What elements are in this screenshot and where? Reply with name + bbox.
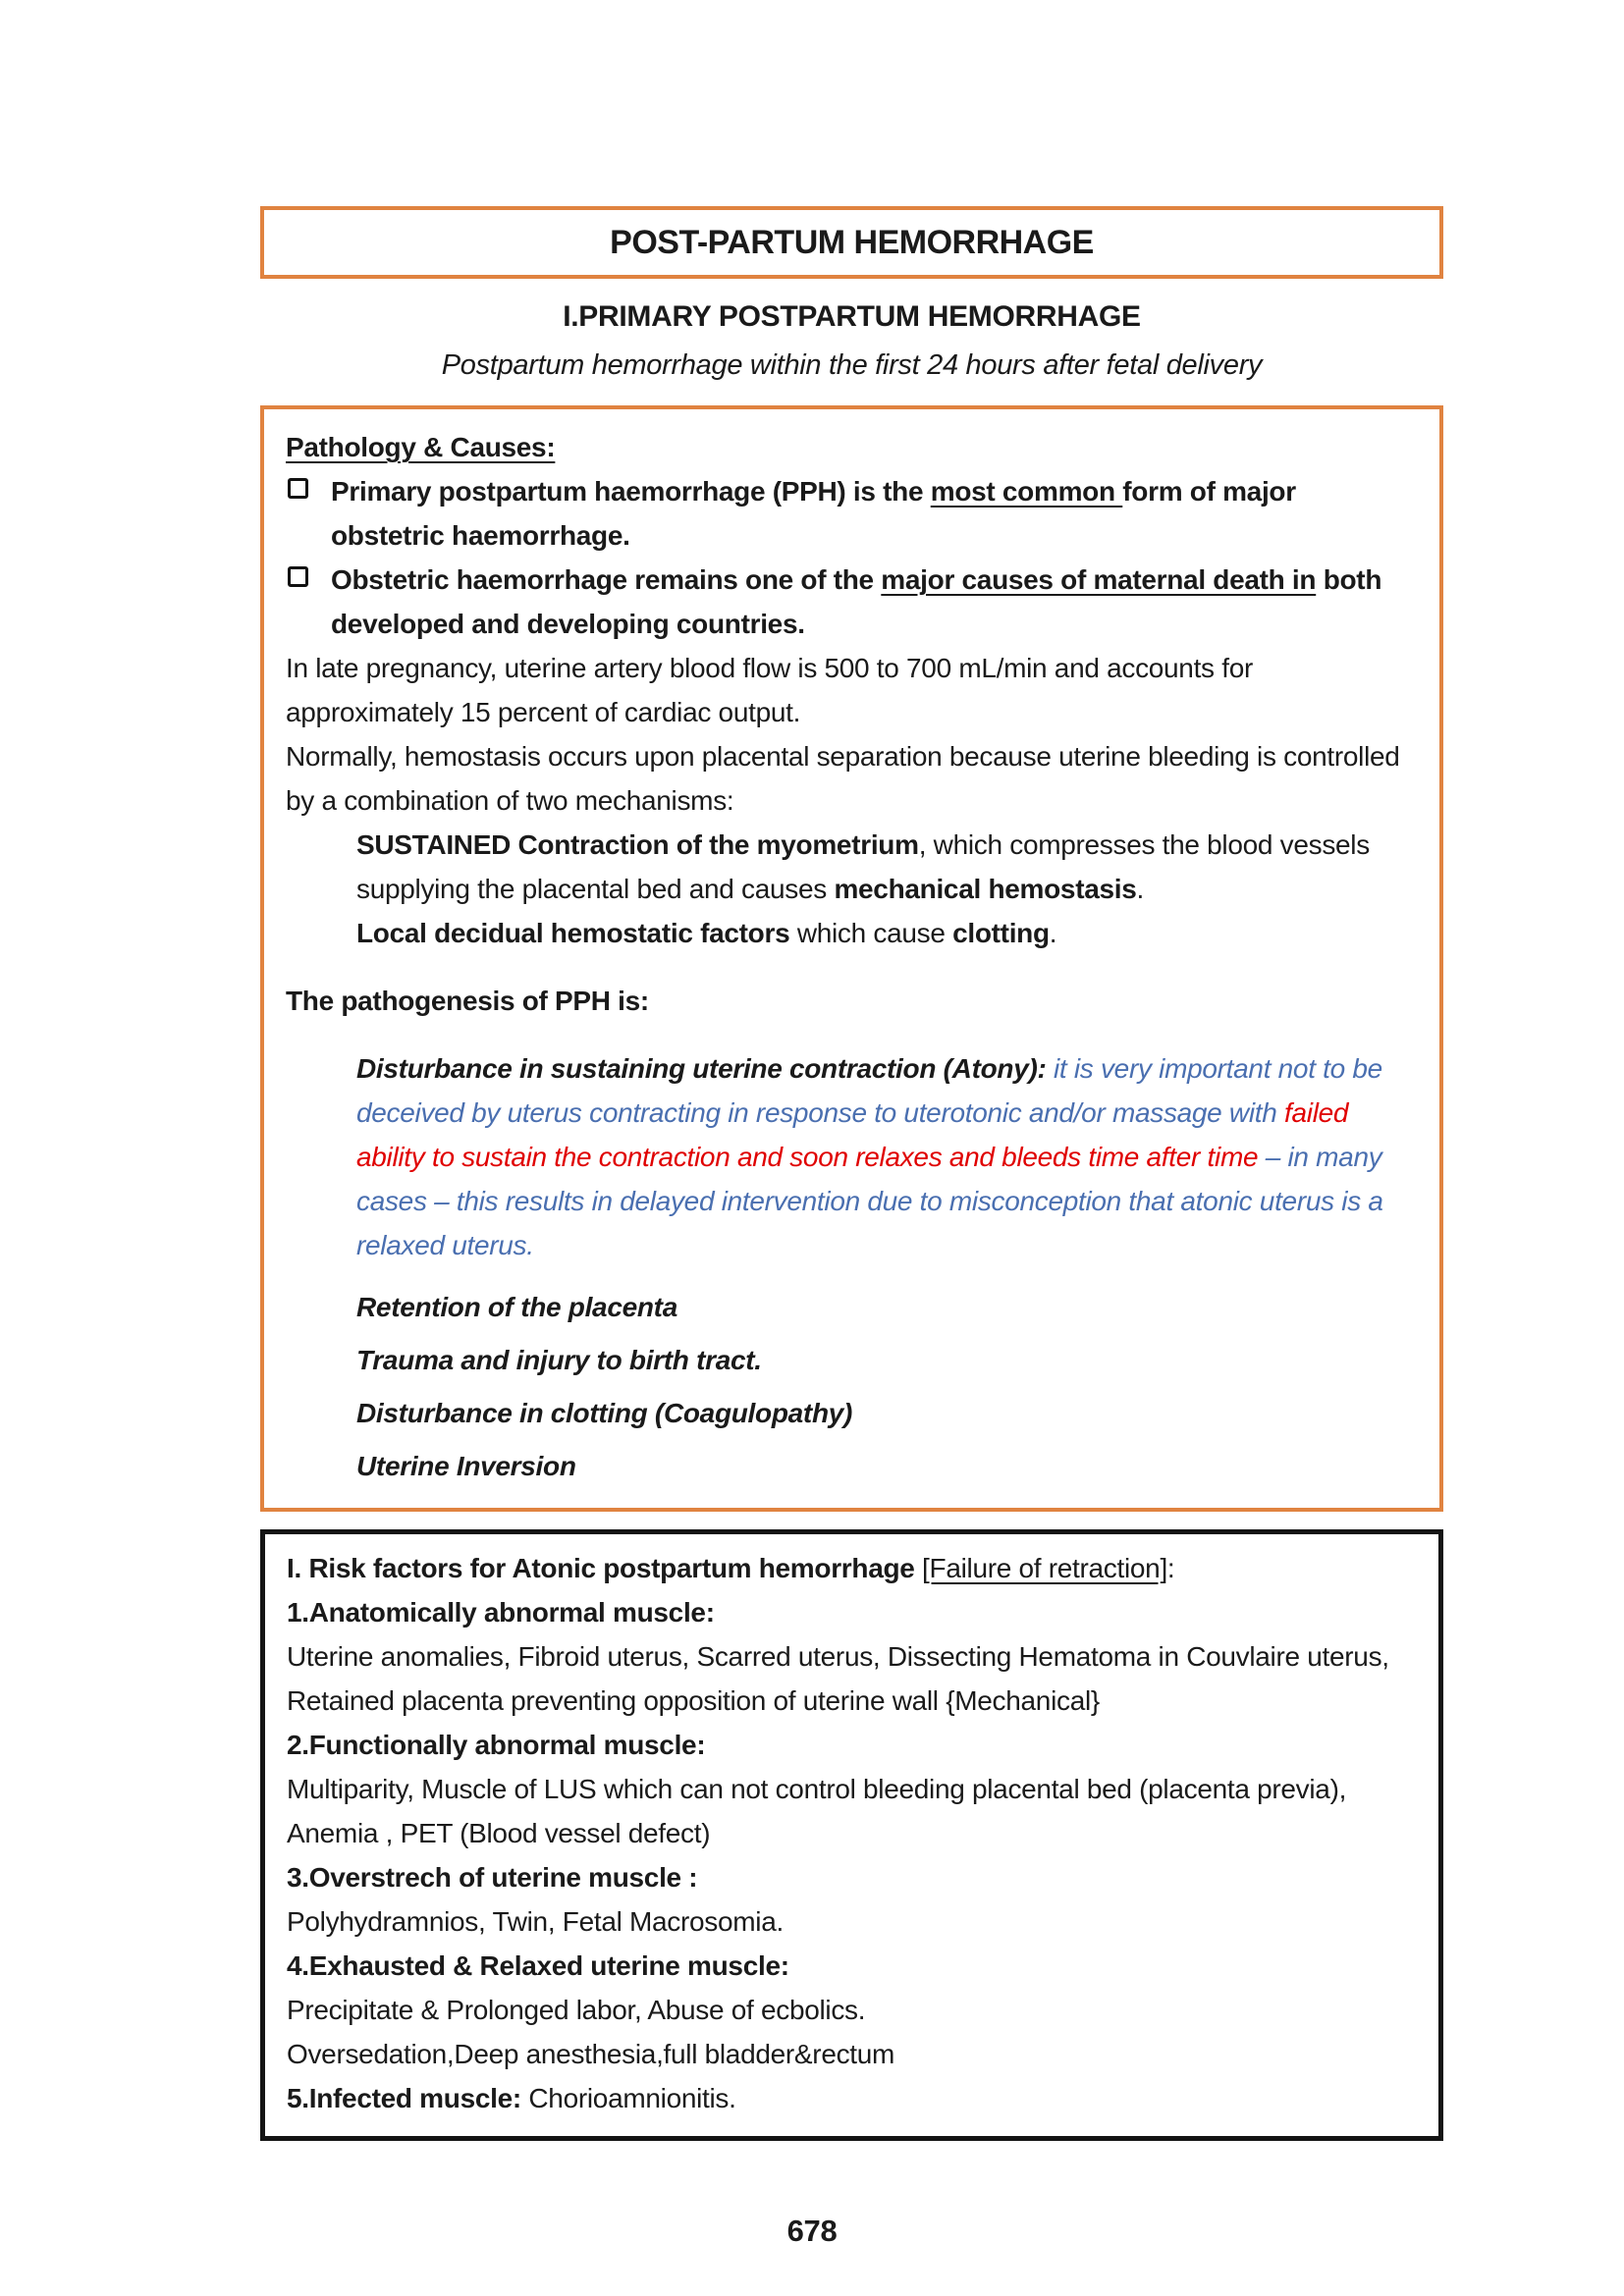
text-run: : bbox=[1166, 1553, 1175, 1583]
text-run: 3.Overstrech of uterine muscle : bbox=[287, 1862, 698, 1893]
para-uterine-artery-flow bbox=[286, 646, 1416, 734]
risk-2-heading bbox=[287, 1723, 1415, 1767]
checkbox-icon bbox=[288, 478, 308, 499]
risk-factors-box bbox=[260, 1529, 1443, 2141]
risk-3-heading bbox=[287, 1855, 1415, 1899]
title-box bbox=[260, 206, 1443, 279]
para-coagulopathy bbox=[286, 1391, 1416, 1435]
text-run: Chorioamnionitis. bbox=[528, 2083, 736, 2113]
risk-heading bbox=[287, 1546, 1415, 1590]
text-run: Polyhydramnios, Twin, Fetal Macrosomia. bbox=[287, 1906, 784, 1937]
text-run: most common bbox=[930, 476, 1123, 507]
checkbox-icon bbox=[288, 566, 308, 587]
text-run: major causes of maternal death in bbox=[881, 564, 1317, 595]
text-run: it is very important not to be deceived by uterus contracting in response to uterotonic and/or massage with bbox=[356, 1053, 1382, 1128]
text-run: , which compresses the blood vessels supplying the placental bed and causes bbox=[356, 829, 1370, 904]
risk-4-body-2 bbox=[287, 2032, 1415, 2076]
text-run: failed ability to sustain the contraction and soon relaxes and bleeds time after time bbox=[356, 1097, 1349, 1172]
text-run: The pathogenesis of PPH is: bbox=[286, 986, 649, 1016]
risk-3-body bbox=[287, 1899, 1415, 1944]
para-atony bbox=[286, 1046, 1416, 1267]
section-heading: I.PRIMARY POSTPARTUM HEMORRHAGE bbox=[563, 300, 1141, 333]
text-run: which cause bbox=[789, 918, 953, 948]
para-trauma-birth-tract bbox=[286, 1338, 1416, 1382]
text-run: Uterine Inversion bbox=[356, 1451, 576, 1481]
para-pathogenesis-heading bbox=[286, 979, 1416, 1023]
risk-1-body bbox=[287, 1634, 1415, 1723]
page-number: 678 bbox=[786, 2214, 838, 2248]
text-run: Oversedation,Deep anesthesia,full bladder&rectum bbox=[287, 2039, 895, 2069]
text-run: Precipitate & Prolonged labor, Abuse of ecbolics. bbox=[287, 1995, 866, 2025]
text-run: clotting bbox=[952, 918, 1050, 948]
text-run: both developed and developing countries. bbox=[331, 564, 1382, 639]
text-run: In late pregnancy, uterine artery blood flow is 500 to 700 mL/min and accounts for approximately 15 percent of cardiac output. bbox=[286, 653, 1254, 727]
para-decidual-factors bbox=[286, 911, 1416, 955]
page-title: POST-PARTUM HEMORRHAGE bbox=[610, 223, 1094, 261]
subtitle-line: Postpartum hemorrhage within the first 24 hours after fetal delivery bbox=[441, 349, 1263, 381]
text-run: 2.Functionally abnormal muscle: bbox=[287, 1730, 706, 1760]
risk-5 bbox=[287, 2076, 1415, 2120]
para-hemostasis-mechanisms bbox=[286, 734, 1416, 823]
text-run: Normally, hemostasis occurs upon placental separation because uterine bleeding is controlled by a combination of two mechanisms: bbox=[286, 741, 1400, 816]
text-run: Primary postpartum haemorrhage (PPH) is the bbox=[331, 476, 931, 507]
text-run: Trauma and injury to birth tract. bbox=[356, 1345, 762, 1375]
text-run: I. Risk factors for Atonic postpartum hemorrhage bbox=[287, 1553, 923, 1583]
bullet-pph-most-common bbox=[286, 469, 1416, 558]
risk-4-heading bbox=[287, 1944, 1415, 1988]
pathology-heading bbox=[286, 425, 1416, 469]
bullet-maternal-death bbox=[286, 558, 1416, 646]
risk-1-heading bbox=[287, 1590, 1415, 1634]
pathology-box bbox=[260, 405, 1443, 1512]
text-run: Uterine anomalies, Fibroid uterus, Scarred uterus, Dissecting Hematoma in Couvlaire uterus, Retained placenta preventing opposition of uterine wall {Mechanical} bbox=[287, 1641, 1389, 1716]
risk-2-body bbox=[287, 1767, 1415, 1855]
text-run: Multiparity, Muscle of LUS which can not control bleeding placental bed (placenta previa), Anemia , PET (Blood vessel defect) bbox=[287, 1774, 1347, 1848]
text-run: SUSTAINED Contraction of the myometrium bbox=[356, 829, 919, 860]
text-run: mechanical hemostasis bbox=[834, 874, 1137, 904]
text-run: – in many cases – this results in delayed intervention due to misconception that atonic uterus is a relaxed uterus. bbox=[356, 1142, 1383, 1260]
text-run: Pathology & Causes: bbox=[286, 432, 556, 462]
text-run: Disturbance in clotting (Coagulopathy) bbox=[356, 1398, 853, 1428]
text-run: 1.Anatomically abnormal muscle: bbox=[287, 1597, 715, 1628]
document-page bbox=[260, 0, 1443, 2141]
text-run: Obstetric haemorrhage remains one of the bbox=[331, 564, 882, 595]
text-run: . bbox=[1049, 918, 1057, 948]
text-run: Retention of the placenta bbox=[356, 1292, 677, 1322]
text-run: Disturbance in sustaining uterine contraction (Atony): bbox=[356, 1053, 1054, 1084]
text-run: 4.Exhausted & Relaxed uterine muscle: bbox=[287, 1950, 789, 1981]
para-uterine-inversion bbox=[286, 1444, 1416, 1488]
text-run: Local decidual hemostatic factors bbox=[356, 918, 790, 948]
risk-4-body bbox=[287, 1988, 1415, 2032]
text-run: 5.Infected muscle: bbox=[287, 2083, 529, 2113]
para-retention-placenta bbox=[286, 1285, 1416, 1329]
text-run: [Failure of retraction] bbox=[922, 1553, 1167, 1583]
text-run: . bbox=[1136, 874, 1144, 904]
text-run: form of major obstetric haemorrhage. bbox=[331, 476, 1296, 551]
para-sustained-contraction bbox=[286, 823, 1416, 911]
